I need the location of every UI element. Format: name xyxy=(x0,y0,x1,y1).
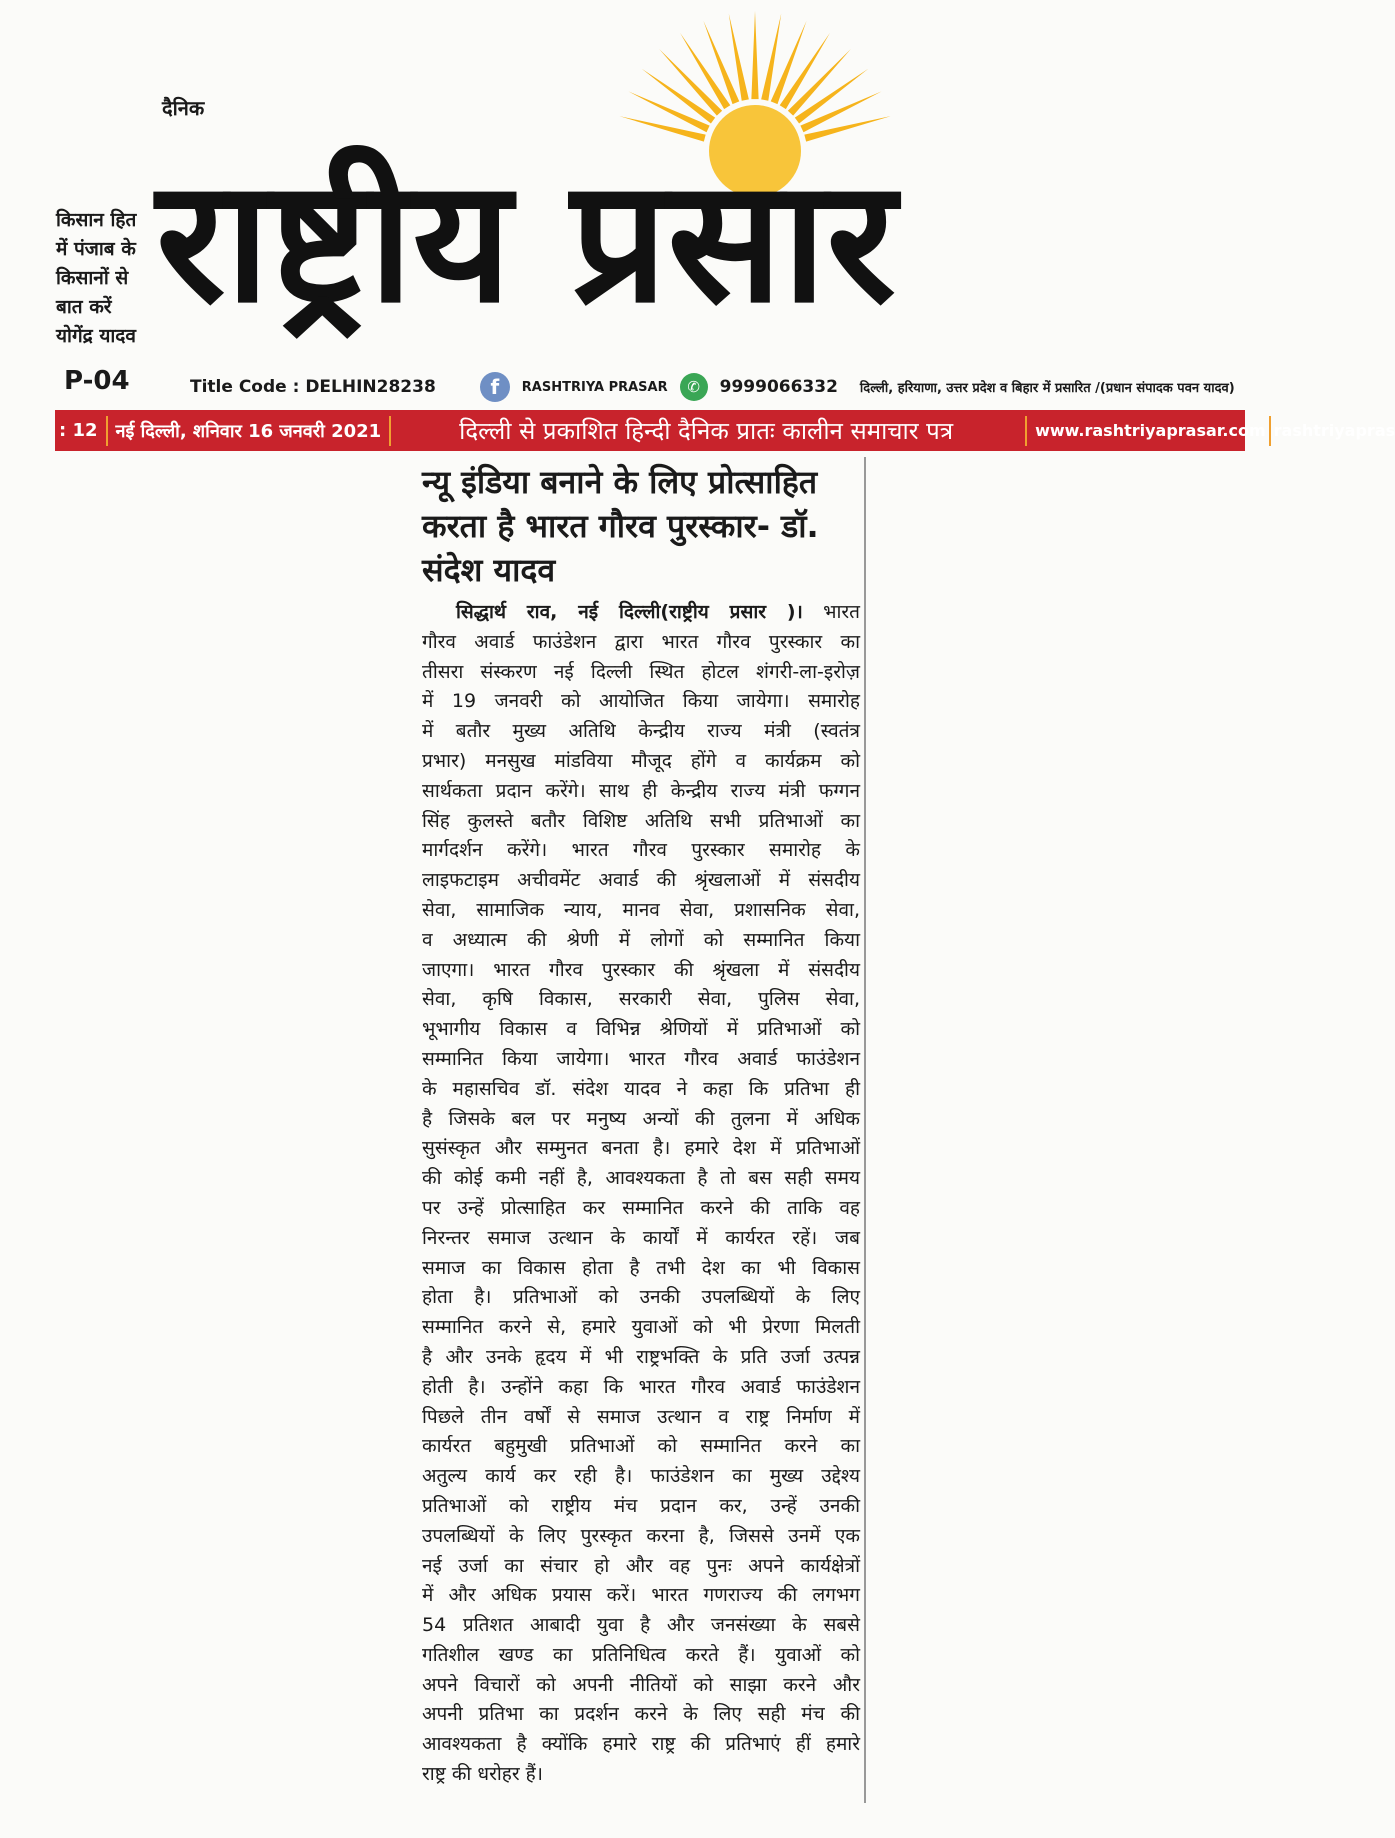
article-line: अपनी प्रतिभा का प्रदर्शन करने के लिए सही मंच की xyxy=(422,1703,860,1726)
article-line: पिछले तीन वर्षों से समाज उत्थान व राष्ट्र निर्माण में xyxy=(422,1405,860,1428)
article-headline: न्यू इंडिया बनाने के लिए प्रोत्साहित करता है भारत गौरव पुरस्कार- डॉ. संदेश यादव xyxy=(422,463,819,589)
article-line: होता है। प्रतिभाओं को उनकी उपलब्धियों के लिए xyxy=(422,1286,860,1309)
page-number: P-04 xyxy=(64,366,130,396)
article-line: जाएगा। भारत गौरव पुरस्कार की श्रृंखला में संसदीय xyxy=(422,958,860,981)
article-line: समाज का विकास होता है तभी देश का भी विकास xyxy=(422,1256,860,1279)
article-line: सुसंस्कृत और सम्मुनत बनता है। हमारे देश में प्रतिभाओं xyxy=(422,1137,860,1160)
sun-ray xyxy=(751,11,758,99)
article-line: राष्ट्र की धरोहर हैं। xyxy=(422,1763,543,1786)
article-line: 54 प्रतिशत आबादी युवा है और जनसंख्या के सबसे xyxy=(422,1614,860,1637)
whatsapp-icon[interactable]: ✆ xyxy=(680,373,708,401)
divider xyxy=(106,416,108,446)
whatsapp-number: 9999066332 xyxy=(719,377,838,397)
masthead-tagline: किसान हित में पंजाब के किसानों से बात करें योगेंद्र यादव xyxy=(56,209,137,347)
divider xyxy=(1025,416,1027,446)
divider xyxy=(1269,416,1271,446)
article-line: भूभागीय विकास व विभिन्न श्रेणियों में प्रतिभाओं को xyxy=(422,1018,860,1041)
article-column xyxy=(422,460,860,1790)
article-line: गौरव अवार्ड फाउंडेशन द्वारा भारत गौरव पुरस्कार का xyxy=(422,630,860,653)
article-line: कार्यरत बहुमुखी प्रतिभाओं को सम्मानित करने का xyxy=(422,1435,860,1458)
article-line: में बतौर मुख्य अतिथि केन्द्रीय राज्य मंत्री (स्वतंत्र xyxy=(422,720,860,743)
column-rule xyxy=(864,457,866,1803)
masthead-title: राष्ट्रीय प्रसार xyxy=(156,143,896,341)
article-line: सम्मानित किया जायेगा। भारत गौरव अवार्ड फाउंडेशन xyxy=(422,1047,860,1070)
article-line: पर उन्हें प्रोत्साहित कर सम्मानित करने की ताकि वह xyxy=(422,1196,860,1219)
article-line: प्रतिभाओं को राष्ट्रीय मंच प्रदान कर, उन्हें उनकी xyxy=(422,1494,860,1517)
article-line: सिंह कुलस्ते बतौर विशिष्ट अतिथि सभी प्रतिभाओं का xyxy=(422,809,860,832)
social-handle[interactable]: rashtriyapras xyxy=(1273,421,1395,440)
article-line: उपलब्धियों के लिए पुरस्कृत करना है, जिससे उनमें एक xyxy=(422,1524,860,1547)
article-line: मार्गदर्शन करेंगे। भारत गौरव पुरस्कार समारोह के xyxy=(422,839,860,862)
article-line: प्रभार) मनसुख मांडविया मौजूद होंगे व कार्यक्रम को xyxy=(422,749,860,772)
article-line: व अध्यात्म की श्रेणी में लोगों को सम्मानित किया xyxy=(422,928,860,951)
article-line: तीसरा संस्करण नई दिल्ली स्थित होटल शंगरी-ला-इरोज़ xyxy=(422,660,860,683)
masthead-prefix: दैनिक xyxy=(162,96,205,120)
article-line: में 19 जनवरी को आयोजित किया जायेगा। समारोह xyxy=(422,690,860,713)
title-code: Title Code : DELHIN28238 xyxy=(190,377,436,397)
article-line: सार्थकता प्रदान करेंगे। साथ ही केन्द्रीय राज्य मंत्री फग्गन xyxy=(422,779,860,802)
article-line: लाइफटाइम अचीवमेंट अवार्ड की श्रृंखलाओं में संसदीय xyxy=(422,869,860,892)
motto: दिल्ली से प्रकाशित हिन्दी दैनिक प्रातः कालीन समाचार पत्र xyxy=(459,417,954,445)
page-count: : 12 xyxy=(59,420,98,441)
divider xyxy=(389,416,391,446)
article-line: होती है। उन्होंने कहा कि भारत गौरव अवार्ड फाउंडेशन xyxy=(422,1375,860,1398)
facebook-icon[interactable]: f xyxy=(480,372,510,402)
article-line: अपने विचारों को अपनी नीतियों को साझा करने और xyxy=(422,1673,860,1696)
circulation-note: दिल्ली, हरियाणा, उत्तर प्रदेश व बिहार में प्रसारित /(प्रधान संपादक पवन यादव) xyxy=(859,381,1235,396)
facebook-handle[interactable]: RASHTRIYA PRASAR xyxy=(521,379,668,395)
article-line: आवश्यकता है क्योंकि हमारे राष्ट्र की प्रतिभाएं हीं हमारे xyxy=(422,1733,860,1756)
article-line: है और उनके हृदय में भी राष्ट्रभक्ति के प्रति उर्जा उत्पन्न xyxy=(422,1345,860,1368)
dateline: नई दिल्ली, शनिवार 16 जनवरी 2021 xyxy=(115,420,382,442)
byline: सिद्धार्थ राव, नई दिल्ली(राष्ट्रीय प्रसार )। xyxy=(456,601,803,623)
article-line: निरन्तर समाज उत्थान के कार्यों में कार्यरत रहें। जब xyxy=(422,1226,860,1249)
date-band xyxy=(55,410,1395,451)
article-line: सेवा, सामाजिक न्याय, मानव सेवा, प्रशासनिक सेवा, xyxy=(422,898,860,921)
article-line: अतुल्य कार्य कर रही है। फाउंडेशन का मुख्य उद्देश्य xyxy=(422,1465,860,1488)
article-body xyxy=(422,598,860,1790)
article-line: सिद्धार्थ राव, नई दिल्ली(राष्ट्रीय प्रसार )। भारत xyxy=(456,601,860,623)
article-line: गतिशील खण्ड का प्रतिनिधित्व करते हैं। युवाओं को xyxy=(422,1643,860,1666)
sun-ray xyxy=(703,21,739,104)
article-line: नई उर्जा का संचार हो और वह पुनः अपने कार्यक्षेत्रों xyxy=(422,1554,860,1577)
article-line: सम्मानित करने से, हमारे युवाओं को भी प्रेरणा मिलती xyxy=(422,1316,860,1339)
sun-ray xyxy=(771,21,807,104)
article-line: में और अधिक प्रयास करें। भारत गणराज्य की लगभग xyxy=(422,1584,860,1607)
info-row xyxy=(190,372,1235,402)
website-link[interactable]: www.rashtriyaprasar.com xyxy=(1035,421,1266,440)
article-line: सेवा, कृषि विकास, सरकारी सेवा, पुलिस सेवा, xyxy=(422,988,860,1011)
article-line: के महासचिव डॉ. संदेश यादव ने कहा कि प्रतिभा ही xyxy=(422,1077,860,1100)
article-line: है जिसके बल पर मनुष्य अन्यों की तुलना में अधिक xyxy=(422,1107,860,1130)
article-line: की कोई कमी नहीं है, आवश्यकता है तो बस सही समय xyxy=(422,1167,860,1190)
